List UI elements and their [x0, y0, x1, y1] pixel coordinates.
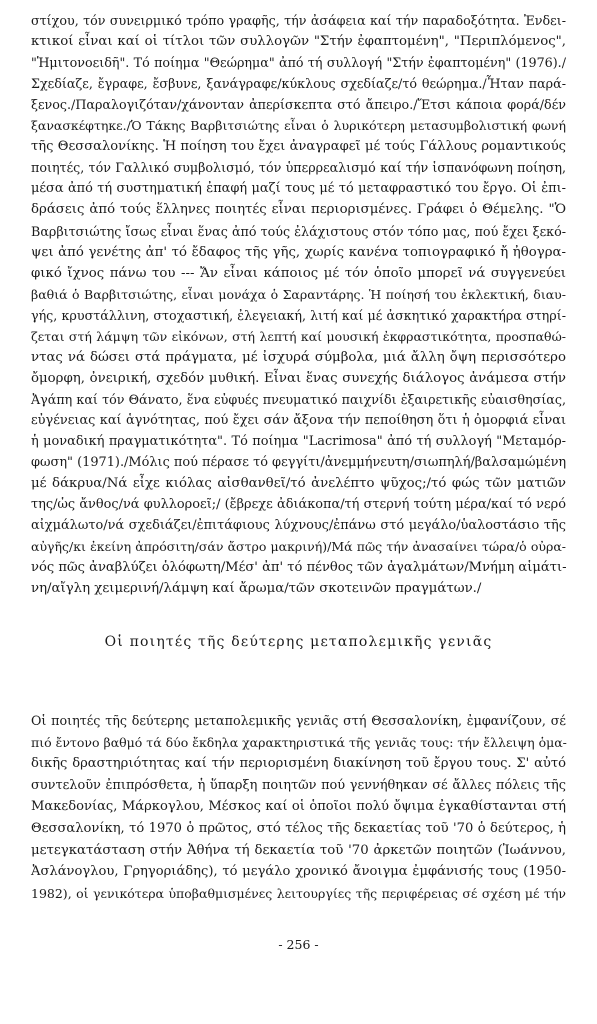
- text-line: δικῆς δραστηριότητας καί τήν περιορισμένη διακίνηση τοῦ ἔργου τους. Σ' αὐτό: [31, 756, 566, 772]
- text-line: Μακεδονίας, Μάρκογλου, Μέσκος καί οἱ ὁποῖοι πολύ ὄψιμα ἐγκαθίστανται στή: [31, 799, 566, 815]
- text-line: μέ δάκρυα/Νά εἶχε κιόλας αἰσθανθεῖ/τό ἀνελέπτο ψῦχος;/τό φώς τῶν ματιῶν: [31, 476, 566, 492]
- text-line: ποιητές, τόν Γαλλικό συμβολισμό, τόν ὑπερρεαλισμό καί τήν ἱσπανόφωνη ποίηση,: [31, 160, 566, 176]
- text-line: φωση" (1971)./Μόλις πού πέρασε τό φεγγίτι/ἀνεμμήνευτη/σιωπηλή/βαλσαμώμένη: [31, 455, 567, 471]
- text-line: ξανασκέφτηκε./Ὁ Τάκης Βαρβιτσιώτης εἶναι ὁ λυρικότερη μετασυμβολιστική φωνή: [31, 118, 566, 134]
- text-line: φικό ἴχνος πάνω του --- Ἄν εἶναι κάποιος μέ τόν ὁποῖο μπορεῖ νά συγγενεύει: [31, 265, 566, 281]
- text-line: της/ὡς ἄνθος/νά φυλλοροεῖ;/ (ἔβρεχε ἀδιάκοπα/τή στερνή τούτη μέρα/καί τό νερό: [31, 497, 566, 513]
- text-line: ὄμορφη, ὀνειρική, σχεδόν μυθική. Εἶναι ἕνας συνεχής διάλογος ἀνάμεσα στήν: [31, 370, 566, 386]
- text-line: ζεται στή λάμψη τῶν εἰκόνων, στή λεπτή καί μουσική ἐκφραστικότητα, προσπαθώ-: [31, 328, 566, 344]
- text-line: συντελοῦν ἐπιπρόσθετα, ἡ ὕπαρξη ποιητῶν πού γεννήθηκαν σέ ἄλλες πόλεις τῆς: [31, 777, 566, 793]
- text-line: Ἀσλάνογλου, Γρηγοριάδης), τό μεγάλο χρονικό ἄνοιγμα ἐμφάνισής τους (1950-: [31, 864, 566, 880]
- page-number: - 256 -: [278, 937, 319, 952]
- text-line: αὐγῆς/κι ἐκείνη ἀπρόσιτη/σάν ἄστρο μακρινή)/Μά πῶς τήν ἀνασαίνει τώρα/ὁ οὐρα-: [31, 539, 566, 555]
- text-line: Οἱ ποιητές τῆς δεύτερης μεταπολεμικῆς γενιᾶς στή Θεσσαλονίκη, ἐμφανίζουν, σέ: [31, 713, 566, 728]
- text-line: κτικοί εἶναι καί οἱ τίτλοι τῶν συλλογῶν "Στήν ἐφαπτομένη", "Περιπλόμενος",: [31, 34, 566, 50]
- text-line: νη/αἴγλη χειμερινή/λάμψη καί ἄρωμα/τῶν σκοτεινῶν πραγμάτων./: [31, 581, 482, 597]
- text-line: Σχεδίαζε, ἔγραφε, ἔσβυνε, ξανάγραφε/κύκλους σχεδίαζε/τό θεώρημα./Ἦταν παρά-: [31, 76, 566, 92]
- text-line: Θεσσαλονίκη, τό 1970 ὁ πρῶτος, στό τέλος τῆς δεκαετίας τοῦ '70 ὁ δεύτερος, ἡ: [31, 821, 566, 836]
- text-line: Ἀγάπη καί τόν Θάνατο, ἕνα εὐφυές πνευματικό παιχνίδι ἐξαιρετικῆς εὐαισθησίας,: [31, 391, 566, 407]
- text-line: μέσα ἀπό τή συστηματική ἐπαφή μαζί τους μέ τό μεταφραστικό του ἔργο. Οἱ ἐπι-: [31, 181, 566, 197]
- text-line: αἰχμάλωτο/νά σχεδιάζει/ἐπιτάφιους λύχνους/ἐπάνω στό μεγάλο/ὑαλοστάσιο τῆς: [31, 518, 566, 534]
- text-line: πιό ἔντονο βαθμό τά δύο ἔκδηλα χαρακτηριστικά τῆς γενιᾶς τους: τήν ἔλλειψη ὁμα-: [31, 734, 567, 750]
- text-line: στίχου, τόν συνειρμικό τρόπο γραφῆς, τήν ἀσάφεια καί τήν παραδοξότητα. Ἐνδει-: [31, 13, 566, 28]
- text-line: Βαρβιτσιώτης ἴσως εἶναι ἕνας ἀπό τούς ἐλάχιστους στόν τόπο μας, πού ἔχει ξεκό-: [31, 223, 566, 239]
- text-line: ντας νά δώσει στά πράγματα, μέ ἰσχυρά σύμβολα, μιά ἄλλη ὄψη περισσότερο: [31, 349, 566, 365]
- text-line: ἡ μοναδική πραγματικότητα". Τό ποίημα "Lacrimosa" ἀπό τή συλλογή "Μεταμόρ-: [31, 434, 566, 449]
- section-heading: Οἱ ποιητές τῆς δεύτερης μεταπολεμικῆς γενιᾶς: [104, 634, 493, 650]
- text-line: τῆς Θεσσαλονίκης. Ἡ ποίηση του ἔχει ἀναγραφεῖ μέ τούς Γάλλους ρομαντικούς: [31, 139, 566, 155]
- text-line: εὐγένειας καί ἁγνότητας, πού ἔχει σάν ἄξονα τήν πεποίθηση ὅτι ἡ ὀμορφιά εἶναι: [31, 412, 566, 428]
- text-line: 1982), οἱ γενικότερα ὑποβαθμισμένες λειτουργίες τῆς περιφέρειας σέ σχέση μέ τήν: [31, 885, 566, 901]
- text-line: βαθιά ὁ Βαρβιτσιώτης, εἶναι μονάχα ὁ Σαραντάρης. Ἡ ποίησή του ἐκλεκτική, διαυ-: [31, 286, 566, 302]
- text-line: γής, κρυστάλλινη, στοχαστική, ἐλεγειακή, λιτή καί μέ ἀσκητικό χαρακτήρα στηρί-: [31, 307, 566, 323]
- text-line: ψει ἀπό γενέτης ἀπ' τό ἔδαφος τῆς γῆς, χωρίς κανένα τοπιογραφικό ἤ ἠθογρα-: [31, 244, 566, 260]
- text-line: νός πῶς ἀναβλύζει ὁλόφωτη/Μέσ' ἀπ' τό πένθος τῶν ἀγαλμάτων/Μνήμη αἱμάτι-: [31, 560, 567, 576]
- text-line: μετεγκατάσταση στήν Ἀθήνα τή δεκαετία τοῦ '70 ἀρκετῶν ποιητῶν (Ἰωάννου,: [31, 842, 566, 858]
- text-line: δράσεις ἀπό τούς ἕλληνες ποιητές εἶναι περιορισμένες. Γράφει ὁ Θέμελης. "Ὁ: [31, 202, 566, 218]
- text-line: ξενος./Παραλογιζόταν/χάνονταν ἀπερίσκεπτα στό ἄπειρο./Ἔτσι κάποια φορά/δέν: [31, 97, 566, 113]
- text-line: "Ἡμιτονοειδῆ". Τό ποίημα "Θεώρημα" ἀπό τή συλλογή "Στήν ἐφαπτομένη" (1976)./: [31, 55, 566, 71]
